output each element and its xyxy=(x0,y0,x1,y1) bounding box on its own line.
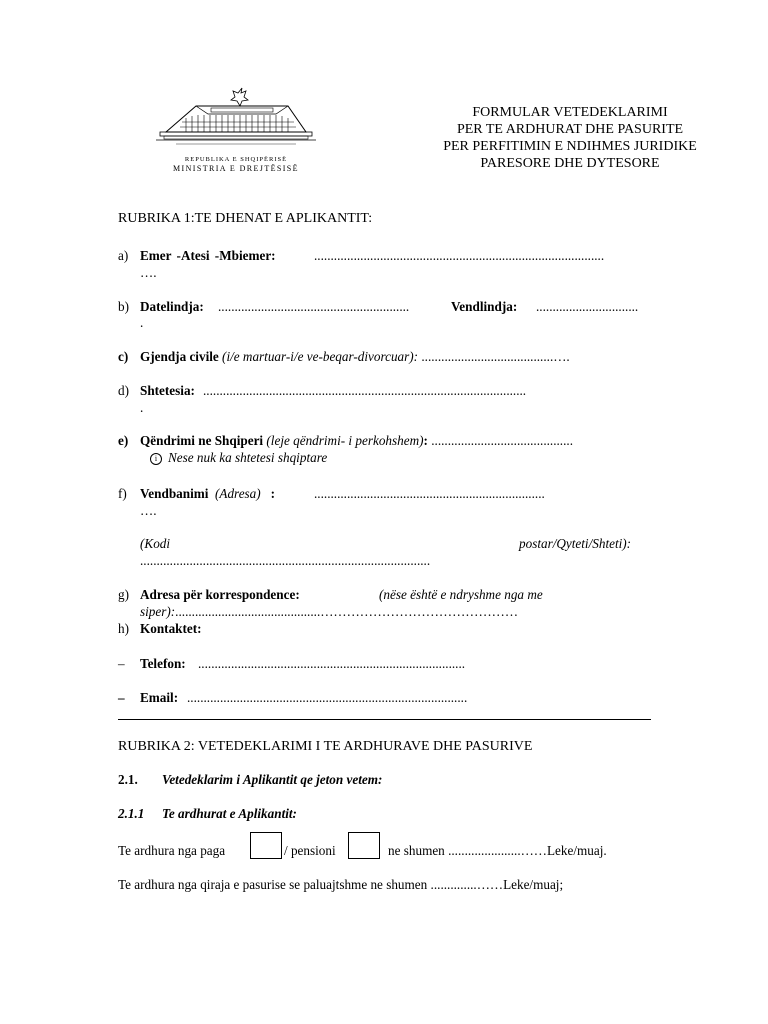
correspondence-row-2 xyxy=(140,604,518,620)
email-label: Email: xyxy=(140,690,179,705)
residence-info-text: Nese nuk ka shtetesi shqiptare xyxy=(168,450,328,465)
item-a-marker: a) xyxy=(118,248,129,263)
postal-code-field[interactable]: ........................................................................................ xyxy=(140,553,431,568)
title-line-2: PER TE ARDHURAT DHE PASURITE xyxy=(456,122,684,137)
correspondence-field[interactable]: ............................................……………………………………… xyxy=(175,604,519,619)
birthplace-label: Vendlindja: xyxy=(451,299,518,314)
residence-note: (leje qëndrimi- i perkohshem) xyxy=(266,433,424,448)
info-icon: i xyxy=(150,453,162,465)
residence-row xyxy=(140,433,573,449)
residence-info xyxy=(150,450,327,466)
address-field[interactable]: ...................................................................... xyxy=(314,486,545,501)
address-note: (Adresa) xyxy=(215,486,261,501)
address-row xyxy=(140,486,275,502)
phone-field[interactable]: ................................................................................. xyxy=(198,656,466,671)
birthdate-field[interactable]: .......................................................... xyxy=(218,299,410,314)
subsection-2-1-title: Vetedeklarim i Aplikantit qe jeton vetem: xyxy=(162,772,383,787)
name-field[interactable]: ........................................................................................ xyxy=(314,248,605,263)
pension-checkbox[interactable] xyxy=(348,832,380,859)
amount-prefix: ne shumen xyxy=(388,843,445,858)
ministry-logo xyxy=(156,84,316,176)
residence-colon: : xyxy=(423,433,428,448)
subsection-2-1-1-title: Te ardhurat e Aplikantit: xyxy=(162,806,297,821)
phone-label: Telefon: xyxy=(140,656,186,671)
salary-amount-label xyxy=(388,843,607,859)
correspondence-note-2: siper): xyxy=(140,604,176,619)
item-f-marker: f) xyxy=(118,486,127,501)
title-line-4: PARESORE DHE DYTESORE xyxy=(480,156,660,171)
logo-line-republic: REPUBLIKA E SHQIPËRISË xyxy=(184,156,288,163)
logo-line-ministry: MINISTRIA E DREJTËSISË xyxy=(173,164,299,173)
residence-label: Qëndrimi ne Shqiperi xyxy=(140,433,264,448)
postal-code-label-right: postar/Qyteti/Shteti): xyxy=(519,536,632,551)
birthdate-label: Datelindja: xyxy=(140,299,204,314)
address-field-continuation: …. xyxy=(140,503,157,518)
birthplace-field[interactable]: ............................... xyxy=(536,299,639,314)
salary-amount-field[interactable]: ......................…… xyxy=(448,843,547,858)
address-colon: : xyxy=(270,486,275,501)
section-divider xyxy=(118,719,651,720)
civil-status-note: (i/e martuar-i/e ve-beqar-divorcuar): xyxy=(222,349,419,364)
item-c-marker: c) xyxy=(118,349,129,364)
email-marker: – xyxy=(118,690,125,705)
name-label: Emer -Atesi -Mbiemer: xyxy=(140,248,276,263)
salary-checkbox[interactable] xyxy=(250,832,282,859)
contacts-label: Kontaktet: xyxy=(140,621,202,636)
correspondence-note: (nëse është e ndryshme nga me xyxy=(379,587,543,602)
salary-unit: Leke/muaj. xyxy=(546,843,607,858)
item-e-marker: e) xyxy=(118,433,129,448)
rent-income-label: Te ardhura nga qiraja e pasurise se paluajtshme ne shumen xyxy=(118,877,428,892)
item-d-marker: d) xyxy=(118,383,129,398)
subsection-2-1-number: 2.1. xyxy=(118,772,138,787)
correspondence-label: Adresa për korrespondence: xyxy=(140,587,300,602)
rent-income-field[interactable]: ..............…… xyxy=(430,877,504,892)
citizenship-field-continuation: . xyxy=(140,400,144,415)
civil-status-row xyxy=(140,349,570,365)
section-1-heading: RUBRIKA 1:TE DHENAT E APLIKANTIT: xyxy=(118,211,373,226)
civil-status-field[interactable]: ........................................…. xyxy=(421,349,570,364)
rent-income-unit: Leke/muaj; xyxy=(503,877,564,892)
name-field-continuation: …. xyxy=(140,265,157,280)
pension-label: / pensioni xyxy=(284,843,336,858)
salary-label: Te ardhura nga paga xyxy=(118,843,226,858)
form-title xyxy=(380,104,760,172)
postal-code-label-left: (Kodi xyxy=(140,536,171,551)
email-field[interactable]: ..................................................................................... xyxy=(187,690,468,705)
phone-marker: – xyxy=(118,656,125,671)
address-label: Vendbanimi xyxy=(140,486,209,501)
birthplace-field-continuation: . xyxy=(140,315,144,330)
title-line-3: PER PERFITIMIN E NDIHMES JURIDIKE xyxy=(443,139,697,154)
citizenship-field[interactable]: .................................................................................................. xyxy=(203,383,527,398)
ministry-building-icon xyxy=(156,84,316,154)
section-2-heading: RUBRIKA 2: VETEDEKLARIMI I TE ARDHURAVE DHE PASURIVE xyxy=(118,739,533,754)
subsection-2-1-1-number: 2.1.1 xyxy=(118,806,145,821)
item-b-marker: b) xyxy=(118,299,129,314)
residence-field[interactable]: ........................................... xyxy=(431,433,573,448)
citizenship-label: Shtetesia: xyxy=(140,383,195,398)
item-g-marker: g) xyxy=(118,587,129,602)
title-line-1: FORMULAR VETEDEKLARIMI xyxy=(472,105,668,120)
civil-status-label: Gjendja civile xyxy=(140,349,219,364)
rent-income-row xyxy=(118,877,563,893)
item-h-marker: h) xyxy=(118,621,129,636)
